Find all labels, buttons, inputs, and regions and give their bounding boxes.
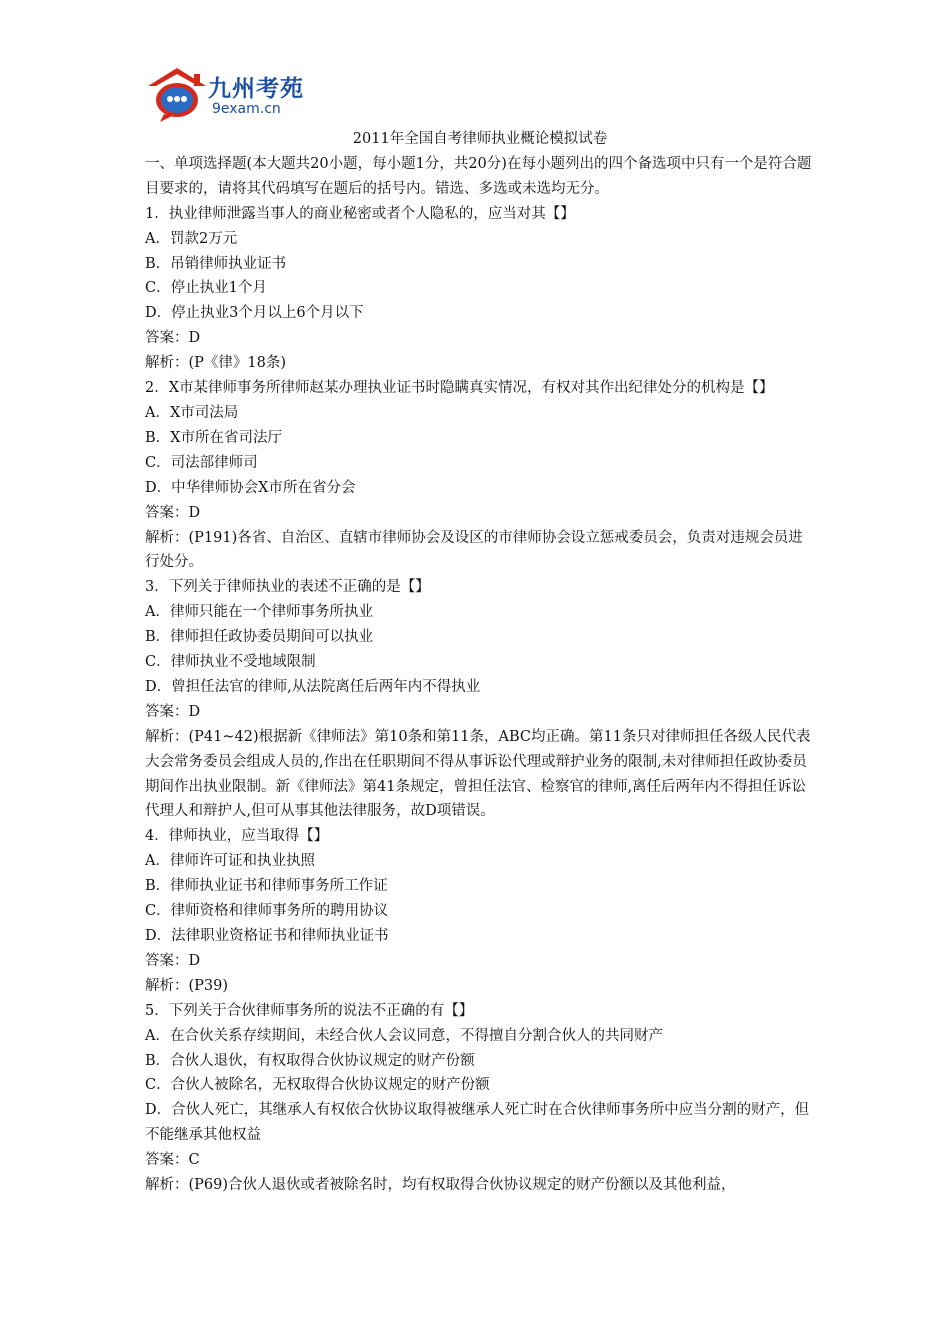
option-a: A．在合伙关系存续期间，未经合伙人会议同意，不得擅自分割合伙人的共同财产 bbox=[145, 1027, 663, 1044]
analysis: 解析：(P《律》18条) bbox=[145, 355, 287, 372]
answer: 答案：D bbox=[145, 703, 201, 720]
section-instruction: 一、单项选择题(本大题共20小题，每小题1分，共20分)在每小题列出的四个备选项中只有一个是符合题目要求的，请将其代码填写在题后的括号内。错选、多选或未选均无分。 bbox=[145, 155, 812, 197]
question-stem: 5．下列关于合伙律师事务所的说法不正确的有【】 bbox=[145, 1002, 474, 1019]
question-3 bbox=[145, 575, 815, 824]
option-b: B．律师担任政协委员期间可以执业 bbox=[145, 629, 374, 646]
answer: 答案：C bbox=[145, 1152, 200, 1169]
question-4 bbox=[145, 824, 815, 998]
option-a: A．X市司法局 bbox=[145, 404, 239, 421]
option-d: D．曾担任法官的律师,从法院离任后两年内不得执业 bbox=[145, 678, 481, 695]
question-2 bbox=[145, 376, 815, 575]
option-a: A．罚款2万元 bbox=[145, 230, 238, 247]
option-a: A．律师许可证和执业执照 bbox=[145, 853, 315, 870]
analysis: 解析：(P39) bbox=[145, 977, 229, 994]
option-d: D．法律职业资格证书和律师执业证书 bbox=[145, 928, 389, 944]
question-stem: 1．执业律师泄露当事人的商业秘密或者个人隐私的，应当对其【】 bbox=[145, 205, 575, 222]
analysis: 解析：(P191)各省、自治区、直辖市律师协会及设区的市律师协会设立惩戒委员会，负责对违规会员进行处分。 bbox=[145, 529, 803, 571]
document-body bbox=[145, 127, 815, 1198]
question-stem: 2．X市某律师事务所律师赵某办理执业证书时隐瞒真实情况，有权对其作出纪律处分的机构是【】 bbox=[145, 380, 774, 397]
answer: 答案：D bbox=[145, 952, 201, 969]
option-d: D．合伙人死亡，其继承人有权依合伙协议取得被继承人死亡时在合伙律师事务所中应当分割的财产，但不能继承其他权益 bbox=[145, 1102, 810, 1144]
option-c: C．律师资格和律师事务所的聘用协议 bbox=[145, 903, 389, 920]
option-b: B．X市所在省司法厅 bbox=[145, 429, 282, 446]
graduation-cap-logo-icon bbox=[146, 64, 208, 124]
analysis: 解析：(P41~42)根据新《律师法》第10条和第11条，ABC均正确。第11条只对律师担任各级人民代表大会常务委员会组成人员的,作出在任职期间不得从事诉讼代理或辩护业务的限制,未对律师担任政协委员期间作出执业限制。新《律师法》第41条规定，曾担任法官、检察官的律师,离任后两年内不得担任诉讼代理人和辩护人,但可从事其他法律服务，故D项错误。 bbox=[145, 728, 811, 820]
page-title: 2011年全国自考律师执业概论模拟试卷 bbox=[352, 131, 608, 147]
option-c: C．停止执业1个月 bbox=[145, 280, 267, 297]
analysis: 解析：(P69)合伙人退伙或者被除名时，均有权取得合伙协议规定的财产份额以及其他利益， bbox=[145, 1177, 736, 1194]
logo bbox=[146, 64, 310, 124]
option-d: D．中华律师协会X市所在省分会 bbox=[145, 479, 356, 496]
option-c: C．合伙人被除名，无权取得合伙协议规定的财产份额 bbox=[145, 1077, 490, 1094]
option-b: B．律师执业证书和律师事务所工作证 bbox=[145, 878, 388, 895]
answer: 答案：D bbox=[145, 504, 201, 521]
option-b: B．吊销律师执业证书 bbox=[145, 255, 287, 272]
option-a: A．律师只能在一个律师事务所执业 bbox=[145, 604, 373, 621]
option-b: B．合伙人退伙，有权取得合伙协议规定的财产份额 bbox=[145, 1052, 475, 1069]
question-1 bbox=[145, 202, 815, 376]
logo-text-en: 9exam.cn bbox=[212, 101, 281, 117]
option-d: D．停止执业3个月以上6个月以下 bbox=[145, 305, 364, 322]
question-stem: 3．下列关于律师执业的表述不正确的是【】 bbox=[145, 579, 430, 596]
logo-text-cn: 九州考苑 bbox=[208, 76, 304, 102]
option-c: C．律师执业不受地域限制 bbox=[145, 654, 316, 671]
question-stem: 4．律师执业，应当取得【】 bbox=[145, 828, 329, 845]
question-5 bbox=[145, 999, 815, 1198]
answer: 答案：D bbox=[145, 330, 201, 347]
option-c: C．司法部律师司 bbox=[145, 454, 258, 471]
